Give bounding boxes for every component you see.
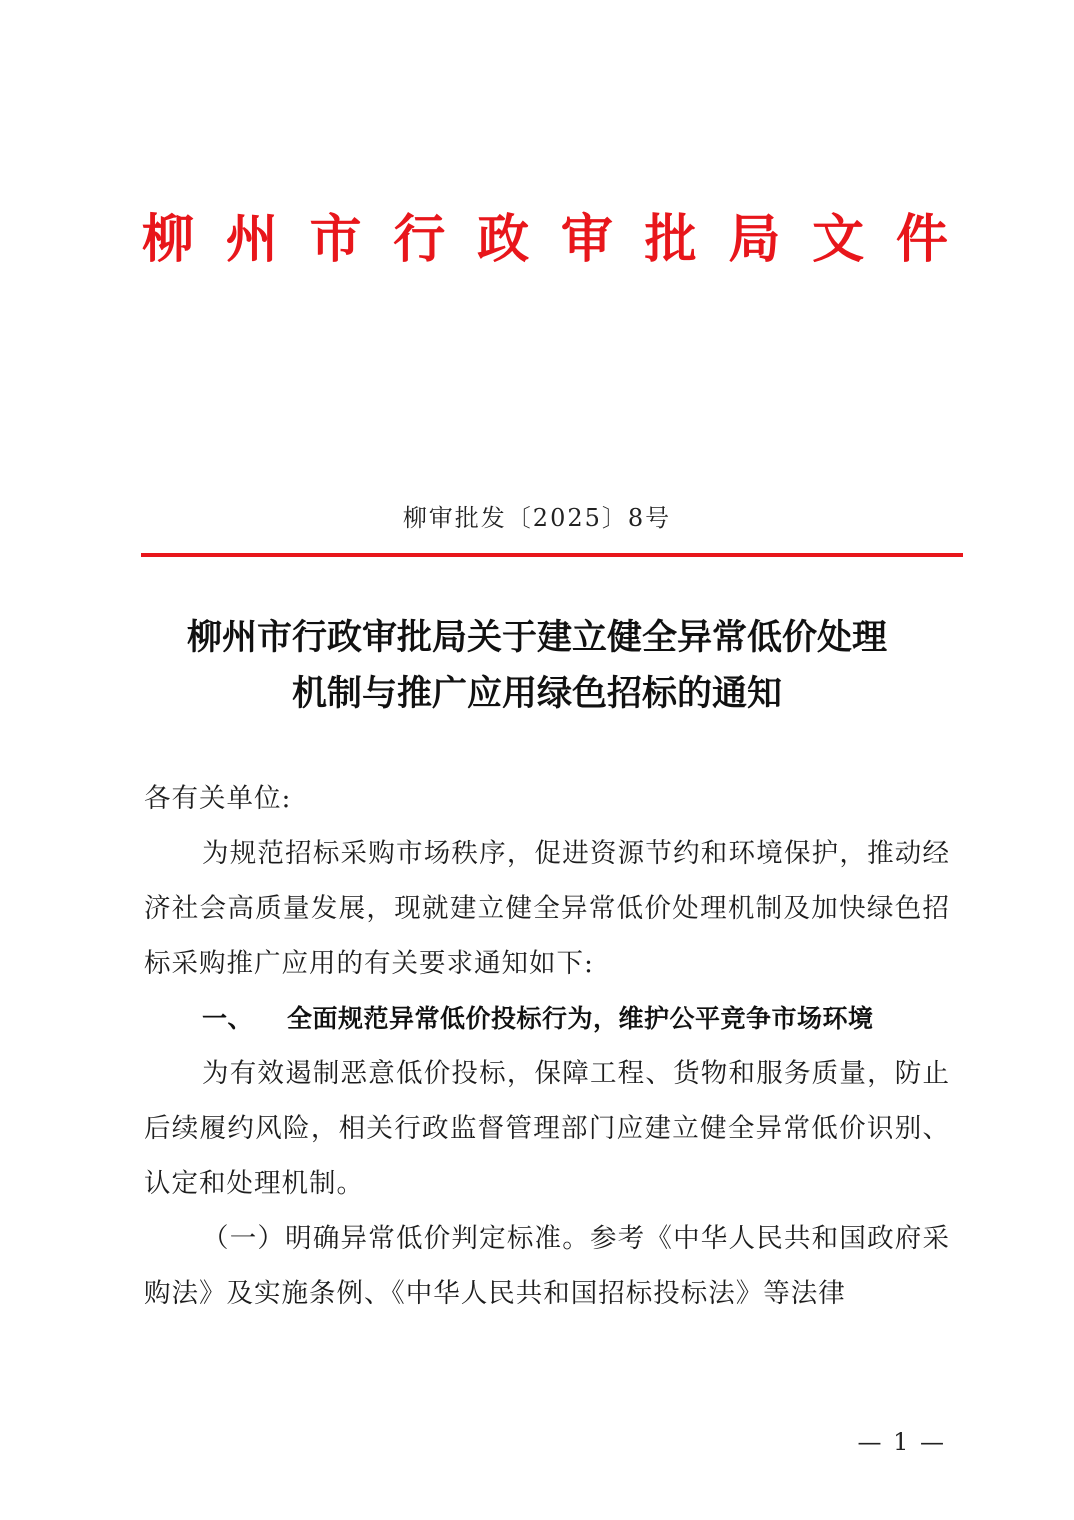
- masthead-char: 行: [393, 209, 446, 270]
- red-separator-line: [141, 553, 963, 557]
- intro-paragraph: 为规范招标采购市场秩序，促进资源节约和环境保护，推动经济社会高质量发展，现就建立健全异常低价处理机制及加快绿色招标采购推广应用的有关要求通知如下:: [144, 838, 950, 979]
- masthead-char: 州: [225, 209, 278, 270]
- masthead-char: 市: [309, 209, 362, 270]
- title-line-1: 柳州市行政审批局关于建立健全异常低价处理: [186, 617, 887, 658]
- masthead-title: [142, 205, 948, 275]
- section-number: 一、: [202, 1004, 254, 1033]
- section-title: 全面规范异常低价投标行为，维护公平竞争市场环境: [287, 1004, 874, 1033]
- section-heading-1: [144, 991, 950, 1046]
- masthead-char: 柳: [142, 209, 195, 270]
- title-line-2: 机制与推广应用绿色招标的通知: [291, 673, 782, 714]
- subsection-1-paragraph: （一）明确异常低价判定标准。参考《中华人民共和国政府采购法》及实施条例、《中华人民共和国招标投标法》等法律: [144, 1223, 950, 1309]
- masthead-char: 局: [728, 209, 781, 270]
- document-number: 柳审批发〔2025〕8号: [402, 504, 672, 532]
- masthead-char: 政: [477, 209, 530, 270]
- masthead-char: 件: [895, 209, 948, 270]
- section-1-paragraph: 为有效遏制恶意低价投标，保障工程、货物和服务质量，防止后续履约风险，相关行政监督管理部门应建立健全异常低价识别、认定和处理机制。: [144, 1058, 950, 1199]
- masthead-char: 审: [560, 209, 613, 270]
- masthead-char: 批: [644, 209, 697, 270]
- salutation: 各有关单位:: [144, 783, 292, 814]
- document-body: [144, 771, 950, 1321]
- page-number: — 1 —: [857, 1428, 946, 1456]
- document-title: [0, 610, 1074, 722]
- masthead-char: 文: [812, 209, 865, 270]
